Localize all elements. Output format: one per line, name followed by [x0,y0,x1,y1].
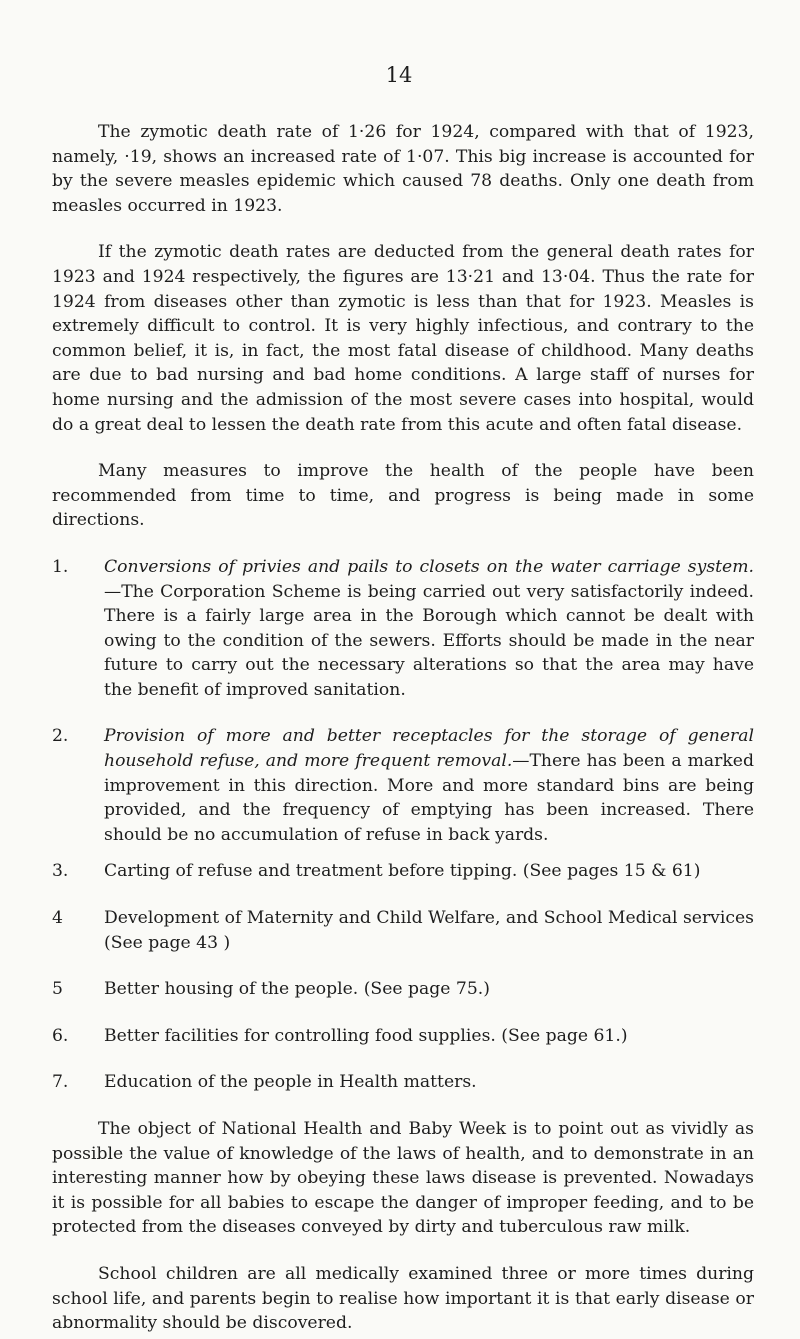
list-item-number: 7. [52,1072,69,1093]
list-item-number: 4 [52,908,63,929]
list-item-title: Provision of more and better receptacles for the storage of general household refuse, and more frequent removal. [104,726,754,772]
page-content [52,120,754,1336]
list-item-text: Education of the people in Health matters. [104,1072,477,1093]
list-item-text: Development of Maternity and Child Welfare, and School Medical services (See page 43 ) [104,908,754,953]
measures-list [52,555,754,1095]
list-item-text: —The Corporation Scheme is being carried out very satisfactorily indeed. There is a fairly large area in the Borough which cannot be dealt with owing to the condition of the sewers. Efforts should be made in the near future to carry out the necessary alterations so that the area may have the benefit of improved sanitation. [104,581,754,700]
list-item-number: 1. [52,556,69,577]
list-item-title: Conversions of privies and pails to closets on the water carriage system. [104,556,754,577]
list-item [52,1070,754,1095]
list-item-number: 2. [52,726,69,747]
list-item [52,724,754,847]
list-item-text: Carting of refuse and treatment before tipping. (See pages 15 & 61) [104,861,701,882]
list-item [52,859,754,884]
list-item-number: 5 [52,979,63,1000]
paragraph-measures-intro: Many measures to improve the health of the people have been recommended from time to time, and progress is being made in some directions. [52,461,754,531]
list-item [52,1024,754,1049]
list-item-number: 3. [52,861,69,882]
list-item-text: Better facilities for controlling food supplies. (See page 61.) [104,1025,628,1046]
list-item [52,906,754,955]
paragraph-zymotic-rate: The zymotic death rate of 1·26 for 1924, compared with that of 1923, namely, ·19, shows an increased rate of 1·07. This big increase is accounted for by the severe measles epidemic which caused 78 deaths. Only one death from measles occurred in 1923. [52,122,754,216]
paragraph-health-week: The object of National Health and Baby Week is to point out as vividly as possible the value of knowledge of the laws of health, and to demonstrate in an interesting manner how by obeying these laws disease is prevented. Nowadays it is possible for all babies to escape the danger of improper feeding, and to be protected from the diseases conveyed by dirty and tuberculous raw milk. [52,1119,754,1238]
list-item-number: 6. [52,1025,69,1046]
list-item-text: Better housing of the people. (See page 75.) [104,979,490,1000]
page-number: 14 [385,63,413,87]
list-item [52,555,754,703]
list-item-text: —There has been a marked improvement in this direction. More and more standard bins are being provided, and the frequency of emptying has been increased. There should be no accumulation of refuse in back yards. [104,751,754,845]
paragraph-measles: If the zymotic death rates are deducted from the general death rates for 1923 and 1924 respectively, the figures are 13·21 and 13·04. Thus the rate for 1924 from diseases other than zymotic is less than that for 1923. Measles is extremely difficult to control. It is very highly infectious, and contrary to the common belief, it is, in fact, the most fatal disease of childhood. Many deaths are due to bad nursing and bad home conditions. A large staff of nurses for home nursing and the admission of the most severe cases into hospital, would do a great deal to lessen the death rate from this acute and often fatal disease. [52,242,754,435]
list-item [52,977,754,1002]
paragraph-school-children: School children are all medically examined three or more times during school life, and parents begin to realise how important it is that early disease or abnormality should be discovered. [52,1263,754,1334]
